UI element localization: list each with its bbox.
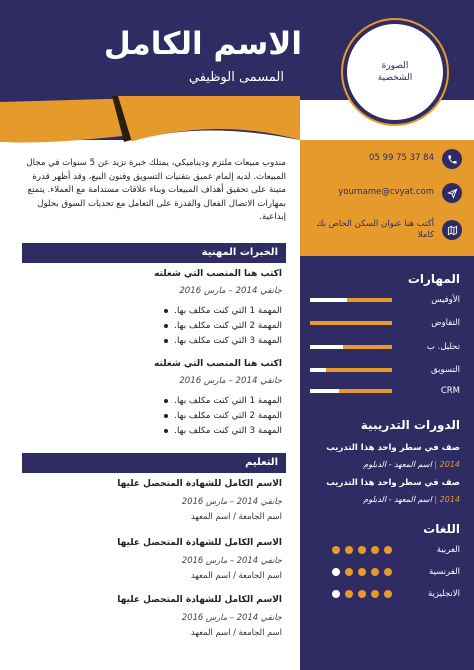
- degree-date: جانفي 2014 – مارس 2016: [181, 612, 282, 622]
- skills-heading: المهارات: [407, 272, 460, 286]
- bullet-icon: [164, 309, 168, 313]
- skill-bar-fill: [339, 389, 392, 393]
- task-item: [164, 411, 282, 421]
- language-level-dot: [371, 590, 379, 598]
- language-level-dot: [358, 590, 366, 598]
- course-year: 2014: [439, 495, 460, 504]
- language-row: [310, 543, 460, 557]
- language-level-dots: [332, 546, 392, 554]
- position-title: اكتب هنا المنصب التي شغلته: [154, 359, 282, 369]
- skill-row: [310, 363, 460, 377]
- language-level-dot: [371, 546, 379, 554]
- course-institute: اسم المعهد - الدبلوم: [363, 495, 432, 504]
- language-level-dot: [358, 568, 366, 576]
- photo-label-line2: الشخصية: [377, 73, 413, 83]
- degree-title: الاسم الكامل للشهادة المتحصل عليها: [117, 595, 282, 605]
- skill-bar-fill: [347, 298, 392, 302]
- skill-bar-fill: [343, 345, 392, 349]
- language-level-dot: [384, 546, 392, 554]
- degree-date: جانفي 2014 – مارس 2016: [181, 496, 282, 506]
- course-meta: 2014 | اسم المعهد - الدبلوم: [363, 495, 460, 504]
- full-name: الاسم الكامل: [103, 26, 302, 62]
- contact-address[interactable]: [312, 219, 462, 242]
- skill-row: [310, 293, 460, 307]
- degree-institution: اسم الجامعة / اسم المعهد: [190, 511, 282, 521]
- degree-title: الاسم الكامل للشهادة المتحصل عليها: [117, 538, 282, 548]
- courses-heading: الدورات التدريبية: [360, 418, 460, 432]
- skill-label: التفاوض: [431, 318, 460, 328]
- task-text: المهمة 1 التي كنت مكلف بها.: [174, 306, 282, 316]
- language-level-dot: [345, 568, 353, 576]
- bullet-icon: [164, 339, 168, 343]
- skill-row: [310, 340, 460, 354]
- photo-label-line1: الصورة: [381, 60, 409, 71]
- skill-bar: [310, 298, 392, 302]
- task-item: [164, 336, 282, 346]
- language-level-dot: [345, 590, 353, 598]
- language-level-dot: [358, 546, 366, 554]
- bullet-icon: [164, 429, 168, 433]
- skill-label: الأوفيس: [431, 295, 460, 305]
- contact-email[interactable]: [312, 183, 462, 203]
- language-level-dot: [384, 568, 392, 576]
- task-item: [164, 396, 282, 406]
- email-address: yourname@cvyat.com: [338, 187, 434, 198]
- bullet-icon: [164, 324, 168, 328]
- task-item: [164, 306, 282, 316]
- home-address: أكتب هنا عنوان السكن الخاص بك كاملا: [316, 219, 434, 241]
- task-text: المهمة 3 التي كنت مكلف بها.: [174, 426, 282, 436]
- task-text: المهمة 3 التي كنت مكلف بها.: [174, 336, 282, 346]
- experience-section-bar: الخبرات المهنية: [22, 243, 286, 263]
- position-date: جانفي 2014 – مارس 2016: [179, 286, 282, 296]
- language-label: الانجليزية: [427, 589, 460, 599]
- skill-label: تحليل. ب: [426, 342, 460, 352]
- language-level-dot: [332, 568, 340, 576]
- degree-institution: اسم الجامعة / اسم المعهد: [190, 570, 282, 580]
- course-title: صف في سطر واحد هذا التدريب: [326, 478, 460, 488]
- task-text: المهمة 1 التي كنت مكلف بها.: [174, 396, 282, 406]
- task-text: المهمة 2 التي كنت مكلف بها.: [174, 411, 282, 421]
- course-title: صف في سطر واحد هذا التدريب: [326, 443, 460, 453]
- language-label: الفرنسية: [428, 567, 460, 577]
- phone-number: 84 37 75 99 05: [369, 153, 434, 164]
- skill-bar: [310, 389, 392, 393]
- profile-photo-placeholder[interactable]: [343, 20, 447, 124]
- bullet-icon: [164, 414, 168, 418]
- map-icon: [442, 220, 462, 240]
- degree-date: جانفي 2014 – مارس 2016: [181, 555, 282, 565]
- language-level-dot: [332, 590, 340, 598]
- skill-bar-fill: [326, 368, 392, 372]
- languages-heading: اللغات: [423, 522, 460, 536]
- position-title: اكتب هنا المنصب التي شغلته: [154, 269, 282, 279]
- skill-row: [310, 384, 460, 398]
- task-item: [164, 321, 282, 331]
- skill-label: التسويق: [431, 365, 460, 375]
- send-icon: [442, 183, 462, 203]
- education-section-bar: التعليم: [22, 453, 286, 473]
- degree-institution: اسم الجامعة / اسم المعهد: [190, 627, 282, 637]
- skill-label: CRM: [440, 386, 460, 396]
- language-level-dots: [332, 568, 392, 576]
- profile-summary: مندوب مبيعات ملتزم وديناميكي، يمتلك خبرة تزيد عن 5 سنوات في مجال المبيعات. لديه إلمام عميق بتقنيات التسويق وفنون البيع، وقد أظهر قدرة متينة على تحقيق أهداف المبيعات وبناء علاقات مستدامة مع العملاء. يتمتع بمهارات الاتصال الفعال والقدرة على التعامل مع تحديات السوق بحلول إبداعية.: [26, 158, 286, 223]
- skill-bar: [310, 321, 392, 325]
- language-level-dot: [384, 590, 392, 598]
- skill-bar: [310, 345, 392, 349]
- task-item: [164, 426, 282, 436]
- contact-phone[interactable]: [312, 149, 462, 169]
- language-label: العربية: [436, 545, 460, 555]
- language-row: [310, 587, 460, 601]
- skill-bar: [310, 368, 392, 372]
- skill-row: [310, 316, 460, 330]
- degree-title: الاسم الكامل للشهادة المتحصل عليها: [117, 479, 282, 489]
- header-wave-decoration: [0, 96, 300, 148]
- language-level-dot: [371, 568, 379, 576]
- task-text: المهمة 2 التي كنت مكلف بها.: [174, 321, 282, 331]
- language-level-dot: [345, 546, 353, 554]
- language-level-dot: [332, 546, 340, 554]
- phone-icon: [442, 149, 462, 169]
- skill-bar-fill: [310, 321, 392, 325]
- language-level-dots: [332, 590, 392, 598]
- course-meta: 2014 | اسم المعهد - الدبلوم: [363, 460, 460, 469]
- bullet-icon: [164, 399, 168, 403]
- language-row: [310, 565, 460, 579]
- job-title: المسمى الوظيفي: [188, 70, 284, 85]
- position-date: جانفي 2014 – مارس 2016: [179, 376, 282, 386]
- course-year: 2014: [439, 460, 460, 469]
- course-institute: اسم المعهد - الدبلوم: [363, 460, 432, 469]
